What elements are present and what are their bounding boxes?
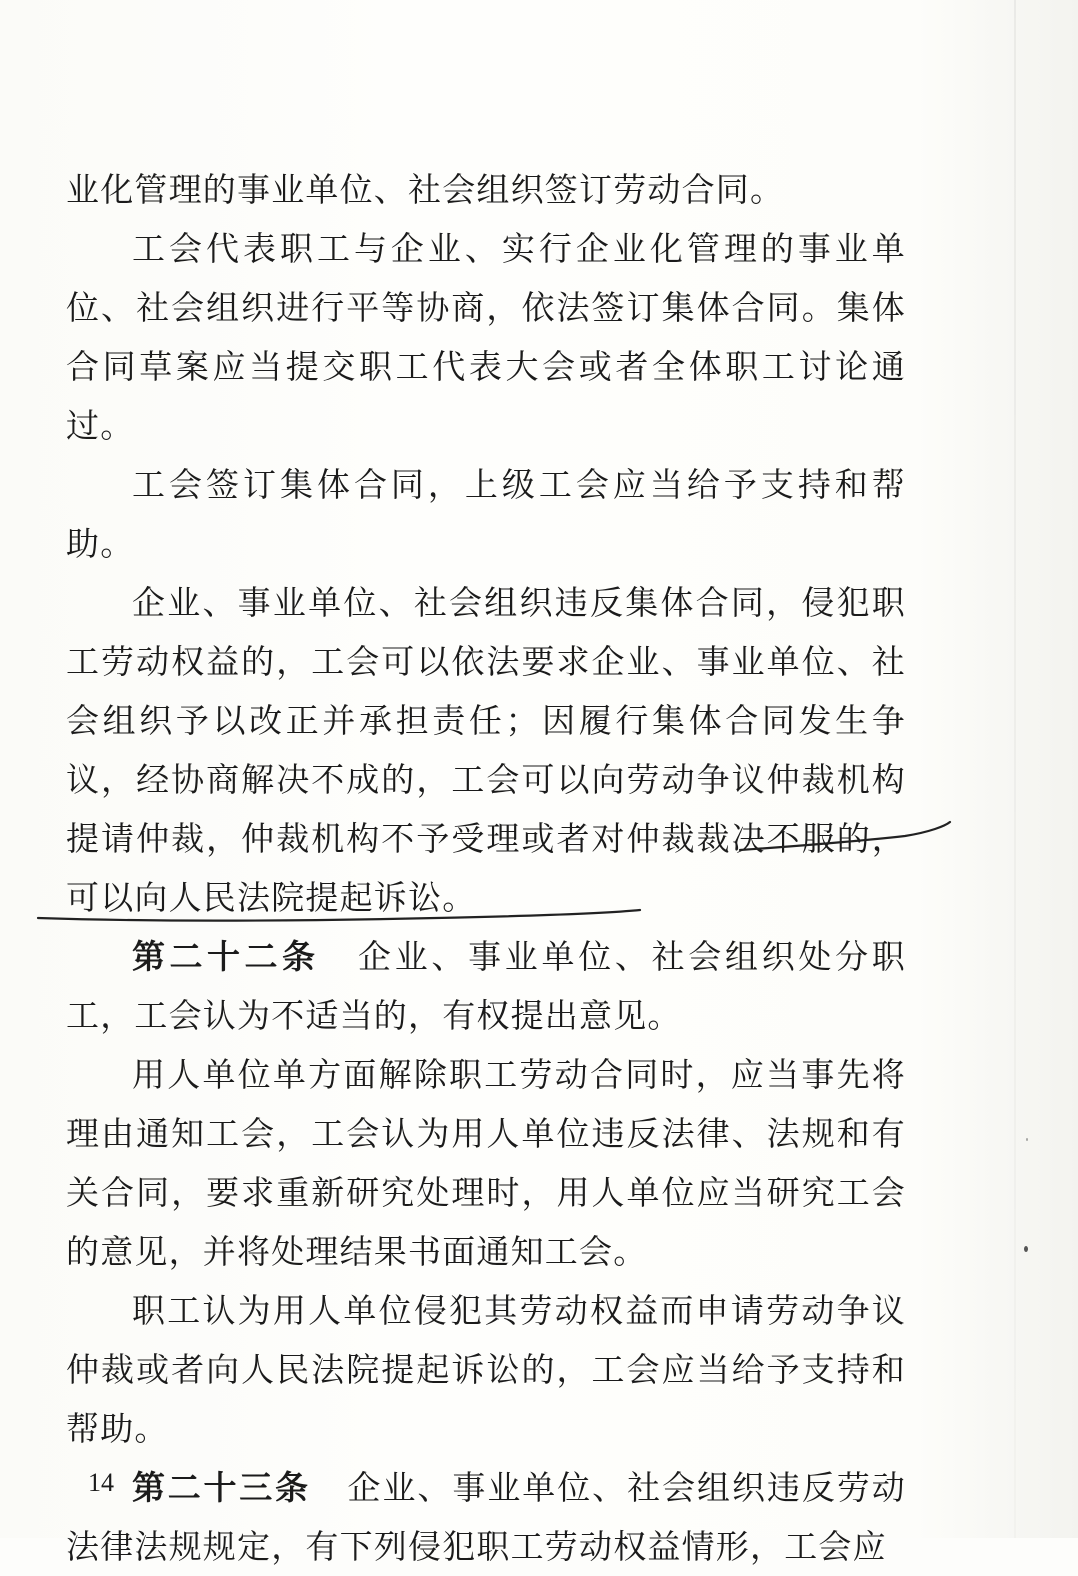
article-23-text: 企业、事业单位、社会组织违反劳动法律法规规定，有下列侵犯职工劳动权益情形，工会应 (66, 1468, 907, 1566)
article-23-label: 第二十三条 (132, 1468, 311, 1507)
paragraph: 用人单位单方面解除职工劳动合同时，应当事先将理由通知工会，工会认为用人单位违反法律、法规和有关合同，要求重新研究处理时，用人单位应当研究工会的意见，并将处理结果书面通知工会。 (66, 1055, 906, 1271)
article-23-paragraph (66, 1458, 906, 1576)
paragraph: 工会签订集体合同，上级工会应当给予支持和帮助。 (66, 465, 906, 563)
paper-speck (1026, 1138, 1028, 1141)
page-number: 14 (88, 1468, 114, 1497)
paragraph-continuation: 业化管理的事业单位、社会组织签订劳动合同。 (66, 170, 785, 209)
paragraph: 企业、事业单位、社会组织违反集体合同，侵犯职工劳动权益的，工会可以依法要求企业、事业单位、社会组织予以改正并承担责任；因履行集体合同发生争议，经协商解决不成的，工会可以向劳动争议仲裁机构提请仲裁，仲裁机构不予受理或者对仲裁裁决不服的，可以向人民法院提起诉讼。 (66, 583, 906, 917)
article-22-paragraph (66, 927, 906, 1045)
article-22-label: 第二十二条 (132, 937, 320, 976)
article-22-text: 企业、事业单位、社会组织处分职工，工会认为不适当的，有权提出意见。 (66, 937, 906, 1035)
paragraph: 职工认为用人单位侵犯其劳动权益而申请劳动争议仲裁或者向人民法院提起诉讼的，工会应当给予支持和帮助。 (66, 1291, 906, 1448)
body-text (66, 160, 906, 1576)
page-fold-shadow (1014, 0, 1016, 1538)
paper-speck (1024, 1246, 1028, 1252)
paragraph: 工会代表职工与企业、实行企业化管理的事业单位、社会组织进行平等协商，依法签订集体合同。集体合同草案应当提交职工代表大会或者全体职工讨论通过。 (66, 229, 906, 445)
